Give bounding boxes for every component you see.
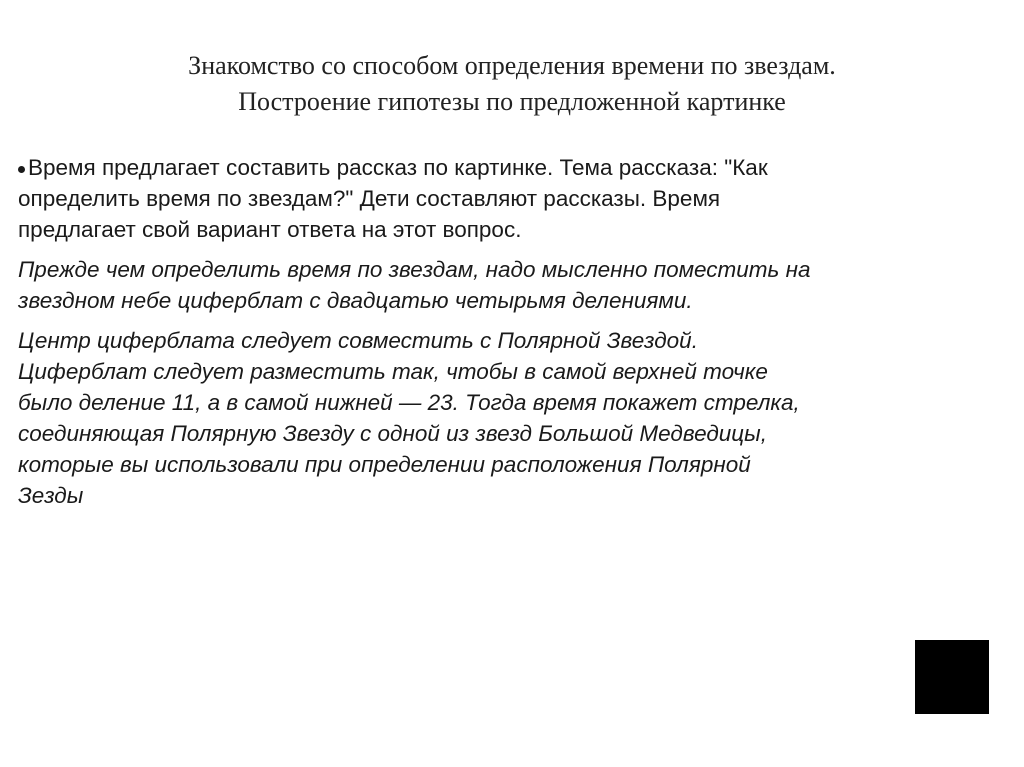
black-square-block [915,640,989,714]
text-line: Зезды [18,483,84,508]
text-line: было деление 11, а в самой нижней — 23. Тогда время покажет стрелка, [18,390,800,415]
text-line: которые вы использовали при определении расположения Полярной [18,452,751,477]
italic-paragraph-1 [18,254,1018,316]
bullet-dot-icon [18,166,25,173]
text-line-content: Время предлагает составить рассказ по картинке. Тема рассказа: "Как [28,155,768,180]
text-line: соединяющая Полярную Звезду с одной из звезд Большой Медведицы, [18,421,767,446]
text-line: Центр циферблата следует совместить с Полярной Звездой. [18,328,698,353]
italic-paragraph-2 [18,325,1018,511]
text-line: определить время по звездам?" Дети составляют рассказы. Время [18,186,721,211]
text-line [18,152,1018,183]
slide-title [0,48,1024,120]
text-line: Прежде чем определить время по звездам, надо мысленно поместить на [18,257,811,282]
bullet-paragraph [18,152,1018,245]
text-line: предлагает свой вариант ответа на этот вопрос. [18,217,522,242]
title-line: Построение гипотезы по предложенной картинке [238,87,786,116]
slide-body [18,152,1018,511]
text-line: звездном небе циферблат с двадцатью четырьмя делениями. [18,288,693,313]
text-line: Циферблат следует разместить так, чтобы в самой верхней точке [18,359,768,384]
title-line: Знакомство со способом определения времени по звездам. [188,51,836,80]
